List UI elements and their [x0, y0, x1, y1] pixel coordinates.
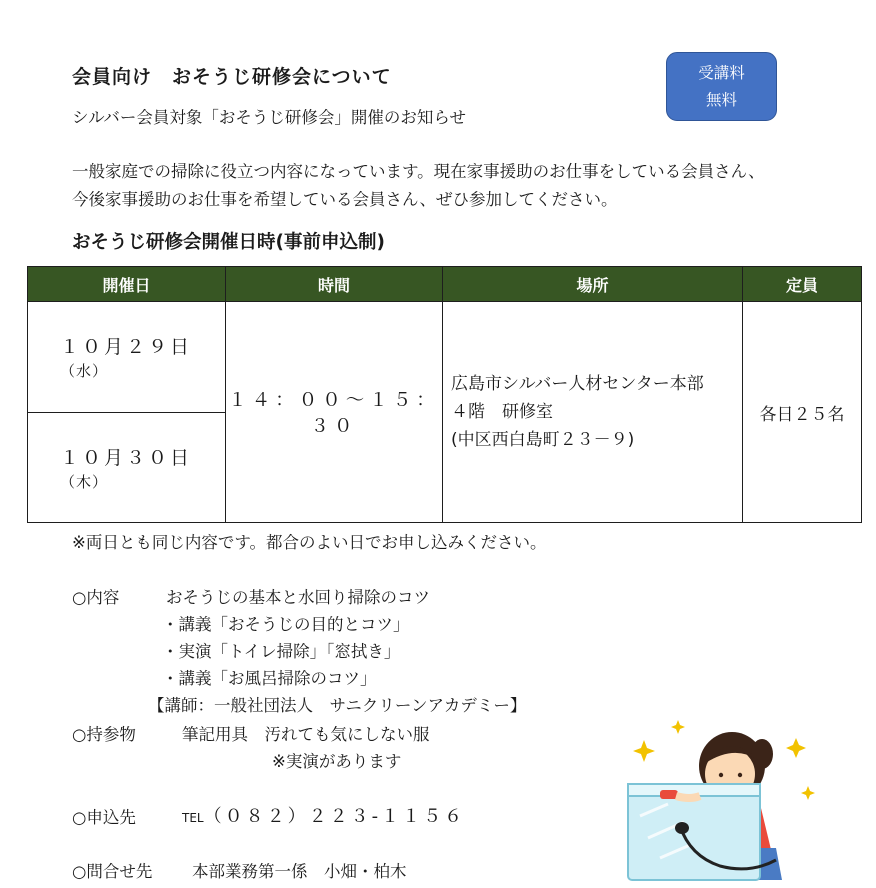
- date-cell-1: [28, 302, 226, 413]
- intro-text: [72, 158, 765, 214]
- place-line-1: 広島市シルバー人材センター本部: [451, 374, 704, 394]
- fee-badge-line1: 受講料: [698, 63, 745, 82]
- belongings-note: ※実演があります: [272, 752, 402, 771]
- capacity-cell: 各日２５名: [743, 302, 862, 523]
- column-header-time: 時間: [226, 267, 443, 302]
- contact-label: ○問合せ先: [72, 862, 153, 881]
- column-header-date: 開催日: [28, 267, 226, 302]
- fee-badge: [666, 52, 777, 121]
- belongings-items: 筆記用具 汚れても気にしない服: [182, 725, 430, 744]
- content-item-3: ・講義「お風呂掃除のコツ」: [162, 669, 377, 688]
- intro-line-2: 今後家事援助のお仕事を希望している会員さん、ぜひ参加してください。: [72, 190, 618, 209]
- content-item-2: ・実演「トイレ掃除」「窓拭き」: [162, 642, 401, 661]
- lecturer-line: 【講師：一般社団法人 サニクリーンアカデミー】: [148, 696, 527, 715]
- tel-mark: TEL: [182, 811, 204, 825]
- schedule-table: [27, 266, 862, 523]
- table-row: [28, 302, 862, 413]
- date-2: １０月３０日: [60, 446, 193, 469]
- column-header-place: 場所: [443, 267, 743, 302]
- apply-tel: [182, 802, 465, 828]
- intro-line-1: 一般家庭での掃除に役立つ内容になっています。現在家事援助のお仕事をしている会員さん、: [72, 162, 765, 181]
- belongings-label: ○持参物: [72, 725, 136, 744]
- page-title: 会員向け おそうじ研修会について: [72, 66, 392, 88]
- place-line-2: ４階 研修室: [451, 402, 553, 422]
- content-label: ○内容: [72, 588, 120, 607]
- schedule-note: ※両日とも同じ内容です。都合のよい日でお申し込みください。: [72, 533, 547, 552]
- date-1: １０月２９日: [60, 336, 193, 359]
- page-subtitle: シルバー会員対象「おそうじ研修会」開催のお知らせ: [72, 108, 466, 127]
- weekday-1: （水）: [60, 362, 109, 381]
- fee-badge-line2: 無料: [705, 90, 737, 109]
- content-item-1: ・講義「おそうじの目的とコツ」: [162, 615, 410, 634]
- contact-value: 本部業務第一係 小畑・柏木: [192, 862, 407, 881]
- column-header-capacity: 定員: [743, 267, 862, 302]
- schedule-heading: おそうじ研修会開催日時(事前申込制): [72, 232, 385, 253]
- content-summary: おそうじの基本と水回り掃除のコツ: [166, 588, 430, 607]
- tel-number: （０８２）２２３-１１５６: [203, 806, 466, 827]
- woman-cleaning-bathtub-illustration: [600, 700, 840, 884]
- date-cell-2: [28, 412, 226, 523]
- time-cell: １４：００～１５：３０: [226, 302, 443, 523]
- place-cell: [443, 302, 743, 523]
- place-line-3: (中区西白島町２３－９): [451, 430, 635, 450]
- schedule-header-row: [28, 267, 862, 302]
- weekday-2: （木）: [60, 472, 109, 491]
- apply-label: ○申込先: [72, 808, 136, 827]
